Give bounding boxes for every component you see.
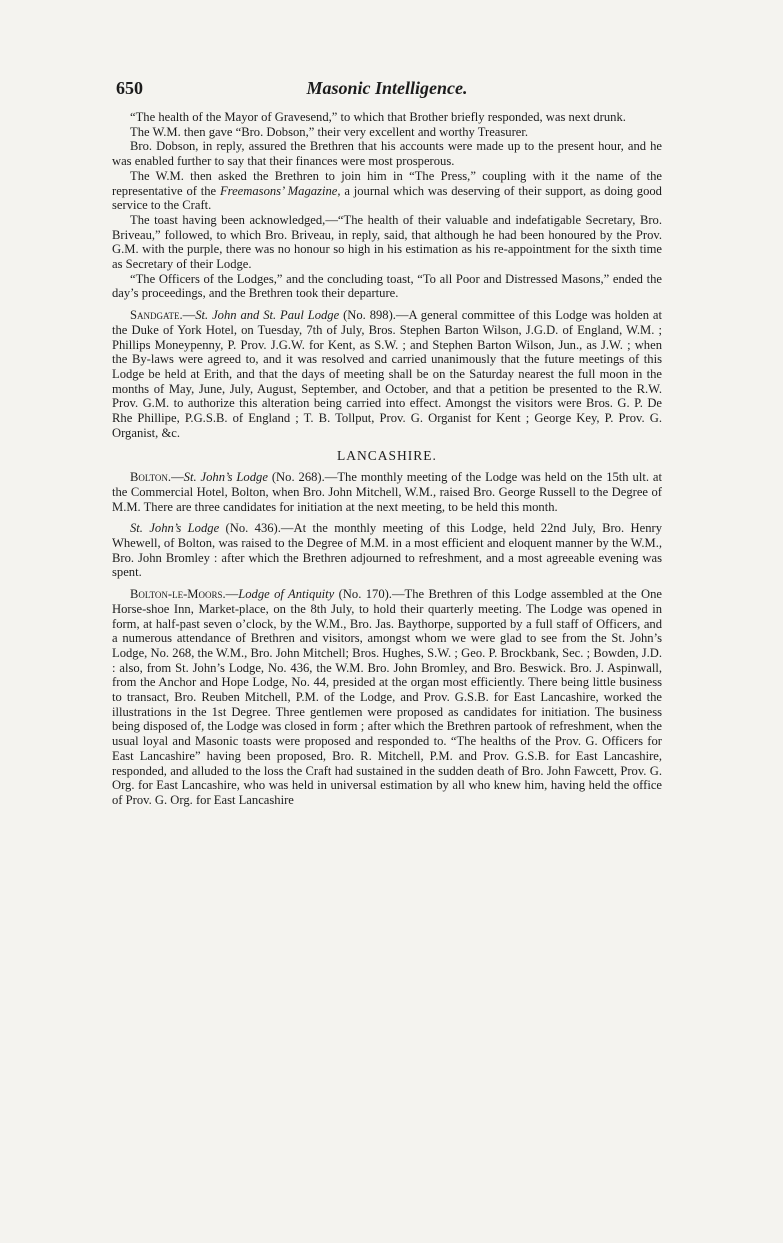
paragraph-concluding-toast: “The Officers of the Lodges,” and the concluding toast, “To all Poor and Distressed Masons,” ended the day’s proceedings, and the Brethren took their departure. <box>112 271 662 301</box>
press-before: The W.M. then asked the Brethren to join him in “The Press,” coupling with it the name of the representative of the <box>112 168 662 198</box>
bolton-le-moors-text: (No. 170).—The Brethren of this Lodge assembled at the One Horse-shoe Inn, Market-place, on the 8th July, to hold their quarterly meeting. The Lodge was opened in form, at half-past seven o’clock, by the W.M., Bro. Jas. Baythorpe, supported by a full staff of Officers, and a numerous attendance of Brethren and visitors, amongst whom we were glad to see from the St. John’s Lodge, No. 268, the W.M., Bro. John Mitchell; Bros. Hughes, S.W. ; Geo. P. Brockbank, Sec. ; Bowden, J.D. : also, from St. John’s Lodge, No. 436, the W.M. Bro. John Bromley, and Bro. Beswick. Bro. J. Aspinwall, from the Anchor and Hope Lodge, No. 44, presided at the organ most efficiently. There being little business to transact, Bro. Reuben Mitchell, P.M. of the Lodge, and Prov. G.S.B. for East Lancashire, worked the illustrations in the 1st Degree. Three gentlemen were proposed as candidates for initiation. The business being disposed of, the Lodge was closed in form ; after which the Brethren partook of refreshment, when the usual loyal and Masonic toasts were proposed and responded to. “The healths of the Prov. G. Officers for East Lancashire” having been proposed, Bro. R. Mitchell, P.M. and Prov. G.S.B. for East Lancashire, responded, and alluded to the loss the Craft had sustained in the sudden death of Bro. John Fawcett, Prov. G. Org. for East Lancashire, who was held in universal estimation by all who knew him, having held the office of Prov. G. Org. for East Lancashire <box>112 587 662 807</box>
bolton-text: (No. 268).—The monthly meeting of the Lodge was held on the 15th ult. at the Commercial Hotel, Bolton, when Bro. John Mitchell, W.M., raised Bro. George Russell to the Degree of M.M. There are three candidates for initiation at the next meeting, to be held this month. <box>112 470 662 514</box>
paragraph-press-toast <box>112 169 662 213</box>
sandgate-text: (No. 898).—A general committee of this Lodge was holden at the Duke of York Hotel, on Tuesday, 7th of July, Bros. Stephen Barton Wilson, J.G.D. of England, W.M. ; Phillips Moneypenny, P. Prov. J.G.W. for Kent, as S.W. ; and Stephen Barton Wilson, Jun., as J.W. ; when the By-laws were agreed to, and it was resolved and carried unanimously that the future meetings of this Lodge be held at Erith, and that the days of meeting shall be on the Saturday nearest the full moon in the months of May, June, July, August, September, and October, and that a petition be presented to the R.W. Prov. G.M. to authorize this alteration being carried into effect. Amongst the visitors were Bros. G. P. De Rhe Phillipe, P.G.S.B. of England ; T. B. Tollput, Prov. G. Organist for Kent ; George Key, P. Prov. G. Organist, &c. <box>112 308 663 440</box>
document-page <box>0 78 783 1243</box>
place-bolton-le-moors: Bolton-le-Moors. <box>130 587 226 602</box>
page-header <box>112 78 662 98</box>
paragraph-mayor-toast: “The health of the Mayor of Gravesend,” to which that Brother briefly responded, was next drunk. <box>130 110 626 124</box>
paragraph-bolton-le-moors: Bolton-le-Moors.—Lodge of Antiquity (No. 170).—The Brethren of this Lodge assembled at the One Horse-shoe Inn, Market-place, on the 8th July, to hold their quarterly meeting. The Lodge was opened in form, at half-past seven o’clock, by the W.M., Bro. Jas. Baythorpe, supported by a full staff of Officers, and a numerous attendance of Brethren and visitors, amongst whom we were glad to see from the St. John’s Lodge, No. 268, the W.M., Bro. John Mitchell; Bros. Hughes, S.W. ; Geo. P. Brockbank, Sec. ; Bowden, J.D. : also, from St. John’s Lodge, No. 436, the W.M. Bro. John Bromley, and Bro. Beswick. Bro. J. Aspinwall, from the Anchor and Hope Lodge, No. 44, presided at the organ most efficiently. There being little business to transact, Bro. Reuben Mitchell, P.M. of the Lodge, and Prov. G.S.B. for East Lancashire, worked the illustrations in the 1st Degree. Three gentlemen were proposed as candidates for initiation. The business being disposed of, the Lodge was closed in form ; after which the Brethren partook of refreshment, when the usual loyal and Masonic toasts were proposed and responded to. “The healths of the Prov. G. Officers for East Lancashire” having been proposed, Bro. R. Mitchell, P.M. and Prov. G.S.B. for East Lancashire, responded, and alluded to the loss the Craft had sustained in the sudden death of Bro. John Fawcett, Prov. G. Org. for East Lancashire, who was held in universal estimation by all who knew him, having held the office of Prov. G. Org. for East Lancashire <box>112 587 662 807</box>
page-number: 650 <box>116 78 143 98</box>
section-heading-lancashire: LANCASHIRE. <box>337 448 437 464</box>
paragraph-dobson-toast: The W.M. then gave “Bro. Dobson,” their very excellent and worthy Treasurer. <box>130 124 529 139</box>
paragraph-sandgate: Sandgate.—St. John and St. Paul Lodge (No. 898).—A general committee of this Lodge was holden at the Duke of York Hotel, on Tuesday, 7th of July, Bros. Stephen Barton Wilson, J.G.D. of England, W.M. ; Phillips Moneypenny, P. Prov. J.G.W. for Kent, as S.W. ; and Stephen Barton Wilson, Jun., as J.W. ; when the By-laws were agreed to, and it was resolved and carried unanimously that the future meetings of this Lodge be held at Erith, and that the days of meeting shall be on the Saturday nearest the full moon in the months of May, June, July, August, September, and October, and that a petition be presented to the R.W. Prov. G.M. to authorize this alteration being carried into effect. Amongst the visitors were Bros. G. P. De Rhe Phillipe, P.G.S.B. of England ; T. B. Tollput, Prov. G. Organist for Kent ; George Key, P. Prov. G. Organist, &c. <box>112 308 663 440</box>
lodge-name-bolton: St. John’s Lodge <box>183 470 268 485</box>
press-magazine-title: Freemasons’ Magazine, <box>219 183 341 198</box>
place-sandgate: Sandgate. <box>130 308 183 323</box>
lodge-name-st-johns-436: St. John’s Lodge <box>130 521 220 536</box>
paragraph-bolton: Bolton.—St. John’s Lodge (No. 268).—The monthly meeting of the Lodge was held on the 15th ult. at the Commercial Hotel, Bolton, when Bro. John Mitchell, W.M., raised Bro. George Russell to the Degree of M.M. There are three candidates for initiation at the next meeting, to be held this month. <box>112 470 662 514</box>
press-after: a journal which was deserving of their support, as doing good service to the Craft. <box>112 183 662 213</box>
lodge-name-antiquity: Lodge of Antiquity <box>238 587 335 602</box>
lodge-name-sandgate: St. John and St. Paul Lodge <box>195 308 340 323</box>
st-johns-436-text: (No. 436).—At the monthly meeting of this Lodge, held 22nd July, Bro. Henry Whewell, of Bolton, was raised to the Degree of M.M. in a most efficient and eloquent manner by the W.M., Bro. John Bromley : after which the Brethren adjourned to refreshment, and a most agreeable evening was spent. <box>112 521 662 580</box>
place-bolton: Bolton. <box>130 470 172 485</box>
paragraph-dobson-reply: Bro. Dobson, in reply, assured the Brethren that his accounts were made up to the present hour, and he was enabled further to say that their finances were most prosperous. <box>112 139 662 169</box>
paragraph-secretary-toast: The toast having been acknowledged,—“The health of their valuable and indefatigable Secretary, Bro. Briveau,” followed, to which Bro. Briveau, in reply, said, that although he had been honoured by the Prov. G.M. with the purple, there was no honour so high in his estimation as his re-appointment for the sixth time as Secretary of their Lodge. <box>112 212 662 272</box>
running-title: Masonic Intelligence. <box>306 78 468 98</box>
paragraph-st-johns-436 <box>112 521 662 580</box>
article-body <box>112 110 662 808</box>
